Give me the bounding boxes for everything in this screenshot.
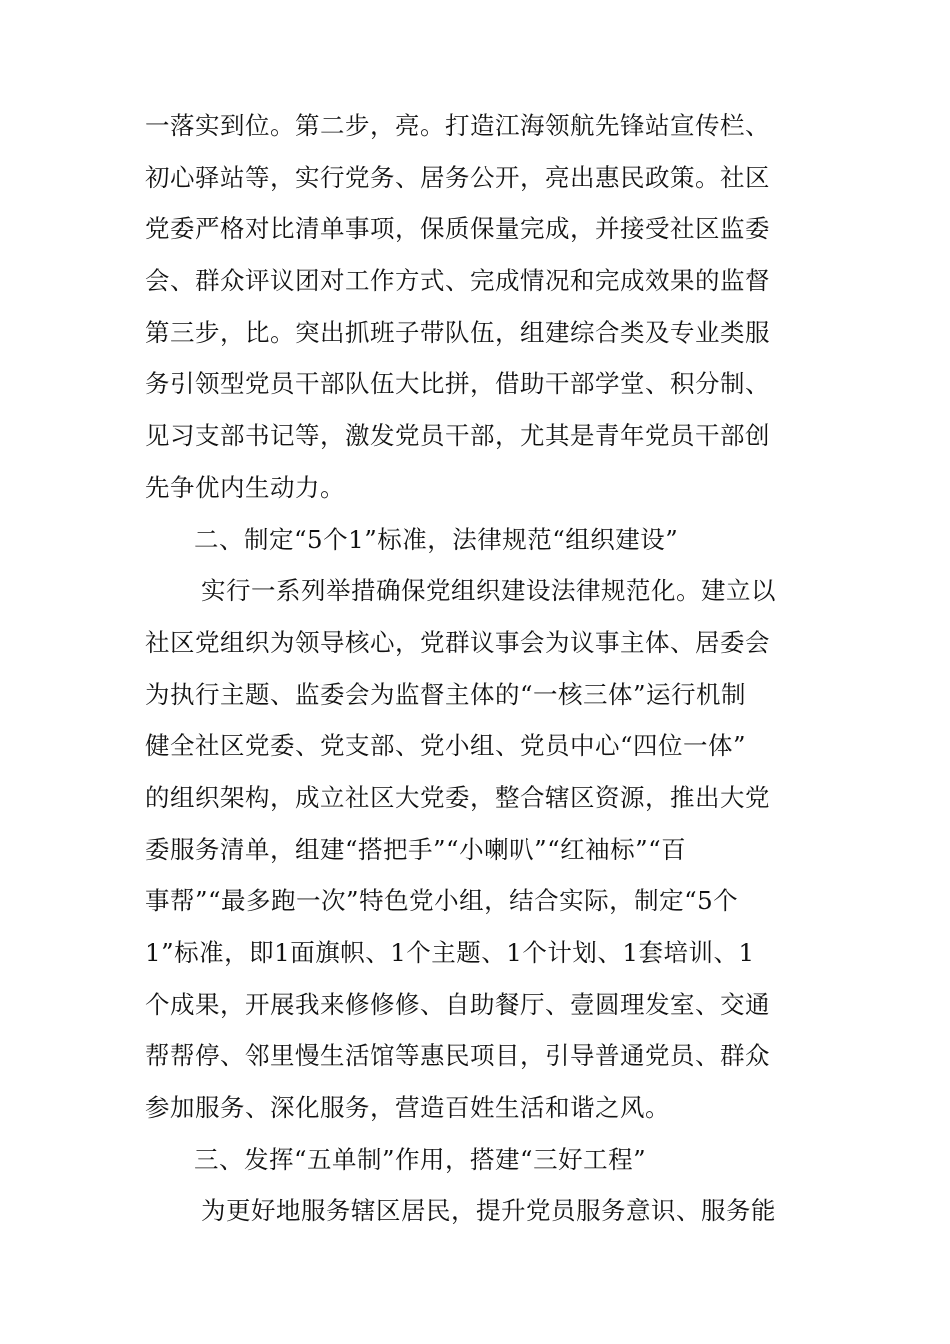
document-body xyxy=(145,100,815,1237)
paragraph-line: 委服务清单，组建“搭把手”“小喇叭”“红袖标”“百 xyxy=(145,834,687,864)
paragraph-line: 会、群众评议团对工作方式、完成情况和完成效果的监督 xyxy=(145,266,770,296)
paragraph-line: 帮帮停、邻里慢生活馆等惠民项目，引导普通党员、群众 xyxy=(145,1041,770,1071)
paragraph-line: 事帮”“最多跑一次”特色党小组，结合实际，制定“5个 xyxy=(145,886,739,916)
paragraph-line: 为执行主题、监委会为监督主体的“一核三体”运行机制 xyxy=(145,679,747,709)
paragraph-line: 健全社区党委、党支部、党小组、党员中心“四位一体” xyxy=(145,731,747,761)
paragraph-line: 参加服务、深化服务，营造百姓生活和谐之风。 xyxy=(145,1093,670,1123)
paragraph-line: 先争优内生动力。 xyxy=(145,472,345,502)
paragraph-line: 一落实到位。第二步，亮。打造江海领航先锋站宣传栏、 xyxy=(145,111,770,140)
paragraph-line: 的组织架构，成立社区大党委，整合辖区资源，推出大党 xyxy=(145,782,770,812)
paragraph-line: 为更好地服务辖区居民，提升党员服务意识、服务能 xyxy=(201,1196,776,1226)
paragraph-line: 社区党组织为领导核心，党群议事会为议事主体、居委会 xyxy=(145,627,770,657)
paragraph-line: 个成果，开展我来修修修、自助餐厅、壹圆理发室、交通 xyxy=(145,989,770,1019)
paragraph-line: 党委严格对比清单事项，保质保量完成，并接受社区监委 xyxy=(145,214,770,244)
paragraph-line: 1”标准，即1面旗帜、1个主题、1个计划、1套培训、1 xyxy=(145,938,755,967)
paragraph-line: 务引领型党员干部队伍大比拼，借助干部学堂、积分制、 xyxy=(145,369,770,399)
section-heading: 三、发挥“五单制”作用，搭建“三好工程” xyxy=(194,1144,647,1174)
paragraph-line: 见习支部书记等，激发党员干部，尤其是青年党员干部创 xyxy=(145,421,770,451)
paragraph-line: 第三步，比。突出抓班子带队伍，组建综合类及专业类服 xyxy=(145,317,770,347)
paragraph-line: 实行一系列举措确保党组织建设法律规范化。建立以 xyxy=(201,576,776,606)
section-heading: 二、制定“5个1”标准，法律规范“组织建设” xyxy=(194,524,679,554)
paragraph-line: 初心驿站等，实行党务、居务公开，亮出惠民政策。社区 xyxy=(145,162,770,192)
